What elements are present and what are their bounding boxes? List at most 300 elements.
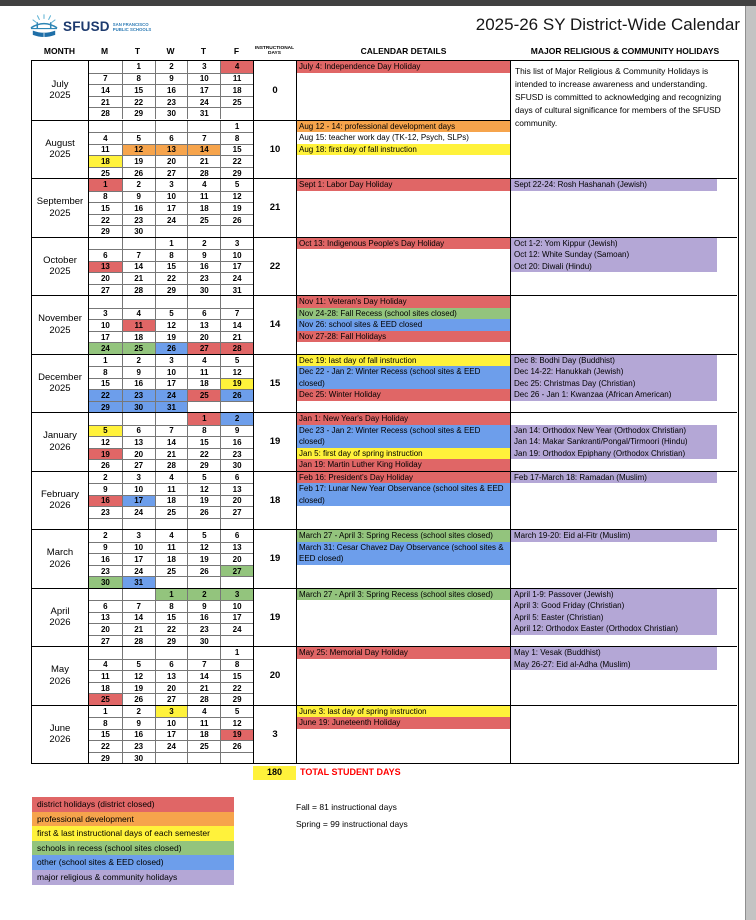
day-cell: 27 <box>155 167 188 179</box>
day-cell: 16 <box>122 729 155 741</box>
day-cell <box>122 296 155 308</box>
day-cell: 28 <box>220 342 253 354</box>
day-cell: 22 <box>155 623 188 635</box>
month-day-grid <box>88 354 253 413</box>
religious-holiday-item: April 1-9: Passover (Jewish) <box>511 589 717 601</box>
day-cell: 13 <box>122 436 155 448</box>
day-cell: 29 <box>220 693 253 705</box>
month-year: 2025 <box>49 207 71 219</box>
day-cell: 20 <box>89 623 122 635</box>
day-cell: 19 <box>220 729 253 741</box>
calendar-details-cell <box>296 529 510 588</box>
day-cell: 25 <box>187 740 220 752</box>
day-cell: 5 <box>122 659 155 671</box>
month-name: July <box>51 78 69 90</box>
day-cell: 26 <box>89 459 122 471</box>
day-cell: 16 <box>220 436 253 448</box>
day-cell: 6 <box>187 308 220 320</box>
day-cell: 25 <box>187 389 220 401</box>
day-cell: 17 <box>187 84 220 96</box>
calendar-detail-item: Sept 1: Labor Day Holiday <box>297 179 510 191</box>
day-cell: 15 <box>122 84 155 96</box>
month-name: January <box>43 430 77 442</box>
day-cell: 25 <box>220 96 253 108</box>
month-label <box>32 412 88 471</box>
spring-note: Spring = 99 instructional days <box>296 818 408 829</box>
day-cell: 20 <box>220 553 253 565</box>
religious-holidays-cell <box>510 61 737 128</box>
day-cell: 13 <box>155 670 188 682</box>
day-cell <box>89 296 122 308</box>
day-cell: 27 <box>220 565 253 577</box>
fall-note: Fall = 81 instructional days <box>296 802 397 812</box>
day-cell: 17 <box>155 202 188 214</box>
day-cell: 10 <box>89 319 122 331</box>
day-cell: 20 <box>155 682 188 694</box>
day-cell: 12 <box>220 717 253 729</box>
day-cell <box>155 576 188 588</box>
religious-holidays-cell <box>510 646 737 705</box>
instructional-days-value: 18 <box>253 471 296 530</box>
month-year: 2026 <box>49 734 71 746</box>
day-cell: 18 <box>187 729 220 741</box>
calendar-detail-item: Nov 27-28: Fall Holidays <box>297 331 510 343</box>
calendar-detail-item: Aug 18: first day of fall instruction <box>297 144 510 156</box>
column-header-instructional-days: INSTRUCTIONAL DAYS <box>254 46 295 56</box>
day-cell <box>122 238 155 250</box>
day-cell: 24 <box>122 506 155 518</box>
day-cell: 22 <box>155 272 188 284</box>
day-cell: 3 <box>220 238 253 250</box>
month-row-december <box>32 354 738 413</box>
instructional-days-value: 19 <box>253 529 296 588</box>
religious-holiday-item: May 1: Vesak (Buddhist) <box>511 647 717 659</box>
day-cell: 19 <box>220 202 253 214</box>
day-cell: 19 <box>187 553 220 565</box>
religious-holidays-cell <box>510 178 737 237</box>
calendar-detail-item: Jan 5: first day of spring instruction <box>297 448 510 460</box>
day-cell: 12 <box>122 670 155 682</box>
day-cell: 15 <box>220 670 253 682</box>
day-cell: 23 <box>187 272 220 284</box>
day-cell: 22 <box>89 389 122 401</box>
day-cell: 2 <box>187 238 220 250</box>
day-cell: 27 <box>122 459 155 471</box>
month-name: December <box>38 371 82 383</box>
day-cell: 15 <box>89 378 122 390</box>
column-header-monday: M <box>100 46 109 56</box>
day-cell: 20 <box>122 448 155 460</box>
day-cell: 21 <box>89 96 122 108</box>
day-cell: 19 <box>89 448 122 460</box>
day-cell: 29 <box>89 752 122 764</box>
day-cell <box>89 61 122 73</box>
day-cell: 11 <box>122 319 155 331</box>
month-label <box>32 705 88 764</box>
day-cell: 26 <box>220 740 253 752</box>
day-cell <box>155 225 188 237</box>
day-cell: 7 <box>89 73 122 85</box>
instructional-days-value: 19 <box>253 588 296 647</box>
day-cell: 24 <box>220 623 253 635</box>
religious-holiday-item: April 5: Easter (Christian) <box>511 612 717 624</box>
month-day-grid <box>88 295 253 354</box>
day-cell <box>187 225 220 237</box>
day-cell: 5 <box>220 355 253 367</box>
day-cell: 5 <box>187 530 220 542</box>
calendar-detail-item: Dec 22 - Jan 2: Winter Recess (school sites & EED closed) <box>297 366 510 389</box>
legend-item: first & last instructional days of each semester <box>32 826 234 841</box>
month-day-grid <box>88 237 253 296</box>
day-cell <box>122 518 155 530</box>
day-cell: 5 <box>89 425 122 437</box>
day-cell: 6 <box>220 472 253 484</box>
month-year: 2025 <box>49 383 71 395</box>
legend-item: district holidays (district closed) <box>32 797 234 812</box>
day-cell: 20 <box>155 155 188 167</box>
day-cell: 23 <box>122 740 155 752</box>
day-cell: 21 <box>155 448 188 460</box>
day-cell: 16 <box>155 84 188 96</box>
calendar-detail-item: Feb 16: President's Day Holiday <box>297 472 510 484</box>
day-cell: 18 <box>187 202 220 214</box>
day-cell: 2 <box>122 355 155 367</box>
religious-holiday-item: Oct 1-2: Yom Kippur (Jewish) <box>511 238 717 250</box>
calendar-details-cell <box>296 237 510 296</box>
day-cell <box>187 296 220 308</box>
month-name: April <box>50 605 70 617</box>
day-cell: 4 <box>155 530 188 542</box>
day-cell: 7 <box>187 132 220 144</box>
day-cell: 3 <box>89 308 122 320</box>
calendar-details-cell <box>296 646 510 705</box>
day-cell <box>220 576 253 588</box>
day-cell: 5 <box>122 132 155 144</box>
day-cell: 1 <box>220 121 253 133</box>
day-cell: 27 <box>220 506 253 518</box>
day-cell: 29 <box>155 284 188 296</box>
day-cell <box>89 518 122 530</box>
day-cell: 22 <box>187 448 220 460</box>
day-cell <box>89 647 122 659</box>
day-cell: 1 <box>155 238 188 250</box>
day-cell: 4 <box>187 706 220 718</box>
day-cell: 7 <box>187 659 220 671</box>
day-cell: 22 <box>89 740 122 752</box>
day-cell: 24 <box>89 342 122 354</box>
day-cell: 12 <box>187 483 220 495</box>
day-cell: 2 <box>187 589 220 601</box>
day-cell: 13 <box>187 319 220 331</box>
day-cell: 13 <box>155 144 188 156</box>
month-year: 2026 <box>49 500 71 512</box>
day-cell: 25 <box>155 506 188 518</box>
day-cell: 14 <box>89 84 122 96</box>
religious-holiday-item: Dec 26 - Jan 1: Kwanzaa (African American) <box>511 389 717 401</box>
day-cell: 21 <box>220 331 253 343</box>
day-cell: 5 <box>155 308 188 320</box>
day-cell: 30 <box>187 635 220 647</box>
month-day-grid <box>88 61 253 120</box>
total-days-label: TOTAL STUDENT DAYS <box>300 767 401 777</box>
day-cell: 23 <box>155 96 188 108</box>
day-cell: 14 <box>187 144 220 156</box>
day-cell: 4 <box>89 659 122 671</box>
day-cell: 17 <box>122 495 155 507</box>
day-cell: 11 <box>155 542 188 554</box>
month-label <box>32 61 88 120</box>
day-cell: 9 <box>220 425 253 437</box>
day-cell: 6 <box>155 132 188 144</box>
calendar-detail-item: Aug 12 - 14: professional development days <box>297 121 510 133</box>
month-day-grid <box>88 705 253 764</box>
day-cell: 25 <box>89 693 122 705</box>
month-year: 2025 <box>49 90 71 102</box>
month-label <box>32 354 88 413</box>
day-cell: 30 <box>187 284 220 296</box>
calendar-detail-item: Feb 17: Lunar New Year Observance (school sites & EED closed) <box>297 483 510 506</box>
day-cell <box>155 647 188 659</box>
religious-holiday-item: Dec 14-22: Hanukkah (Jewish) <box>511 366 717 378</box>
day-cell: 6 <box>122 425 155 437</box>
month-day-grid <box>88 529 253 588</box>
day-cell: 17 <box>220 261 253 273</box>
calendar-details-cell <box>296 295 510 354</box>
day-cell: 23 <box>89 506 122 518</box>
month-name: August <box>45 137 75 149</box>
day-cell <box>220 518 253 530</box>
day-cell: 10 <box>220 249 253 261</box>
day-cell: 14 <box>220 319 253 331</box>
day-cell: 26 <box>122 693 155 705</box>
day-cell <box>122 589 155 601</box>
day-cell: 11 <box>155 483 188 495</box>
day-cell: 9 <box>122 191 155 203</box>
day-cell: 20 <box>187 331 220 343</box>
month-name: June <box>49 722 71 734</box>
day-cell <box>187 121 220 133</box>
day-cell: 1 <box>122 61 155 73</box>
day-cell: 28 <box>122 635 155 647</box>
day-cell: 13 <box>220 483 253 495</box>
day-cell: 24 <box>122 565 155 577</box>
day-cell: 7 <box>122 600 155 612</box>
calendar-details-cell <box>296 178 510 237</box>
month-label <box>32 295 88 354</box>
religious-holiday-item: Oct 20: Diwali (Hindu) <box>511 261 717 273</box>
table-header-row <box>31 43 739 59</box>
day-cell: 11 <box>187 366 220 378</box>
calendar-detail-item: June 3: last day of spring instruction <box>297 706 510 718</box>
religious-holidays-cell <box>510 295 737 354</box>
month-year: 2025 <box>49 149 71 161</box>
religious-holiday-item: Feb 17-March 18: Ramadan (Muslim) <box>511 472 717 484</box>
day-cell: 10 <box>155 191 188 203</box>
month-year: 2025 <box>49 266 71 278</box>
day-cell: 2 <box>155 61 188 73</box>
religious-holiday-item: Jan 14: Makar Sankranti/Pongal/Tirmoori (Hindu) <box>511 436 717 448</box>
day-cell: 15 <box>155 612 188 624</box>
day-cell <box>187 401 220 413</box>
day-cell: 7 <box>122 249 155 261</box>
month-name: October <box>43 254 77 266</box>
page-title: 2025-26 SY District-Wide Calendar <box>475 15 740 34</box>
month-name: May <box>51 664 69 676</box>
month-label <box>32 529 88 588</box>
calendar-detail-item: June 19: Juneteenth Holiday <box>297 717 510 729</box>
day-cell: 18 <box>89 155 122 167</box>
day-cell: 21 <box>187 155 220 167</box>
religious-holidays-cell <box>510 471 737 530</box>
day-cell: 24 <box>187 96 220 108</box>
day-cell: 6 <box>220 530 253 542</box>
day-cell: 17 <box>155 729 188 741</box>
day-cell: 9 <box>187 600 220 612</box>
legend-item: major religious & community holidays <box>32 870 234 885</box>
day-cell: 18 <box>155 495 188 507</box>
day-cell: 26 <box>122 167 155 179</box>
day-cell: 12 <box>187 542 220 554</box>
day-cell: 12 <box>155 319 188 331</box>
day-cell: 21 <box>122 272 155 284</box>
calendar-details-cell <box>296 120 510 179</box>
religious-holiday-item: Dec 25: Christmas Day (Christian) <box>511 378 717 390</box>
day-cell: 18 <box>220 84 253 96</box>
instructional-days-value: 15 <box>253 354 296 413</box>
day-cell: 23 <box>187 623 220 635</box>
day-cell: 11 <box>220 73 253 85</box>
day-cell: 16 <box>122 202 155 214</box>
day-cell <box>89 238 122 250</box>
calendar-details-cell <box>296 61 510 120</box>
calendar-details-cell <box>296 705 510 764</box>
logo-brand-text: SFUSD <box>63 18 110 34</box>
day-cell <box>155 518 188 530</box>
day-cell: 15 <box>187 436 220 448</box>
legend <box>32 797 234 885</box>
day-cell: 1 <box>103 706 108 716</box>
day-cell: 3 <box>155 179 188 191</box>
day-cell: 3 <box>187 61 220 73</box>
month-row-september <box>32 178 738 237</box>
day-cell: 12 <box>122 144 155 156</box>
day-cell: 30 <box>89 576 122 588</box>
day-cell: 26 <box>220 389 253 401</box>
month-row-january <box>32 412 738 471</box>
religious-holiday-item: March 19-20: Eid al-Fitr (Muslim) <box>511 530 717 542</box>
day-cell: 4 <box>89 132 122 144</box>
day-cell: 3 <box>155 355 188 367</box>
month-label <box>32 237 88 296</box>
day-cell: 25 <box>187 214 220 226</box>
month-day-grid <box>88 412 253 471</box>
month-year: 2025 <box>49 324 71 336</box>
legend-item: schools in recess (school sites closed) <box>32 841 234 856</box>
day-cell: 10 <box>155 717 188 729</box>
day-cell: 8 <box>187 425 220 437</box>
instructional-days-value: 10 <box>253 120 296 179</box>
calendar-detail-item: Nov 26: school sites & EED closed <box>297 319 510 331</box>
day-cell: 9 <box>89 483 122 495</box>
religious-holiday-item: Jan 19: Orthodox Epiphany (Orthodox Christian) <box>511 448 717 460</box>
month-row-may <box>32 646 738 705</box>
day-cell: 18 <box>155 553 188 565</box>
day-cell: 14 <box>122 261 155 273</box>
day-cell: 15 <box>220 144 253 156</box>
day-cell: 24 <box>155 389 188 401</box>
day-cell: 16 <box>187 261 220 273</box>
day-cell: 29 <box>122 107 155 119</box>
day-cell: 1 <box>89 179 122 191</box>
day-cell: 7 <box>155 425 188 437</box>
column-header-tuesday: T <box>134 46 141 56</box>
day-cell: 11 <box>187 717 220 729</box>
day-cell: 2 <box>103 531 108 541</box>
day-cell: 29 <box>89 225 122 237</box>
day-cell: 31 <box>155 401 188 413</box>
day-cell: 17 <box>155 378 188 390</box>
instructional-days-value: 21 <box>253 178 296 237</box>
day-cell: 9 <box>187 249 220 261</box>
day-cell <box>155 121 188 133</box>
day-cell: 30 <box>155 107 188 119</box>
day-cell: 5 <box>220 706 253 718</box>
day-cell: 20 <box>220 495 253 507</box>
day-cell: 27 <box>89 284 122 296</box>
religious-holiday-item: May 26-27: Eid al-Adha (Muslim) <box>511 659 717 671</box>
month-day-grid <box>88 471 253 530</box>
month-year: 2026 <box>49 617 71 629</box>
instructional-notes <box>296 799 408 832</box>
day-cell <box>155 296 188 308</box>
day-cell <box>187 752 220 764</box>
day-cell: 18 <box>122 331 155 343</box>
day-cell: 29 <box>155 635 188 647</box>
month-label <box>32 646 88 705</box>
religious-holiday-item: April 3: Good Friday (Christian) <box>511 600 717 612</box>
day-cell: 17 <box>220 612 253 624</box>
day-cell: 26 <box>187 565 220 577</box>
day-cell: 20 <box>89 272 122 284</box>
day-cell <box>155 752 188 764</box>
calendar-detail-item: March 27 - April 3: Spring Recess (school sites closed) <box>297 589 510 601</box>
calendar-detail-item: Aug 15: teacher work day (TK-12, Psych, SLPs) <box>299 133 469 143</box>
day-cell: 23 <box>122 389 155 401</box>
instructional-days-value: 3 <box>253 705 296 764</box>
day-cell: 5 <box>187 472 220 484</box>
day-cell: 29 <box>187 459 220 471</box>
calendar-details-cell <box>296 412 510 471</box>
day-cell: 31 <box>187 107 220 119</box>
day-cell: 10 <box>155 366 188 378</box>
day-cell: 12 <box>220 191 253 203</box>
day-cell: 24 <box>155 740 188 752</box>
day-cell: 9 <box>122 717 155 729</box>
day-cell: 19 <box>155 331 188 343</box>
day-cell: 14 <box>122 612 155 624</box>
month-name: March <box>46 547 74 559</box>
column-header-month: MONTH <box>43 46 76 56</box>
day-cell: 6 <box>89 600 122 612</box>
day-cell: 8 <box>89 191 122 203</box>
month-row-june <box>32 705 738 764</box>
month-row-april <box>32 588 738 647</box>
sfusd-logo <box>28 12 151 40</box>
day-cell: 15 <box>89 202 122 214</box>
day-cell <box>89 413 122 425</box>
day-cell: 30 <box>122 752 155 764</box>
day-cell: 29 <box>89 401 122 413</box>
